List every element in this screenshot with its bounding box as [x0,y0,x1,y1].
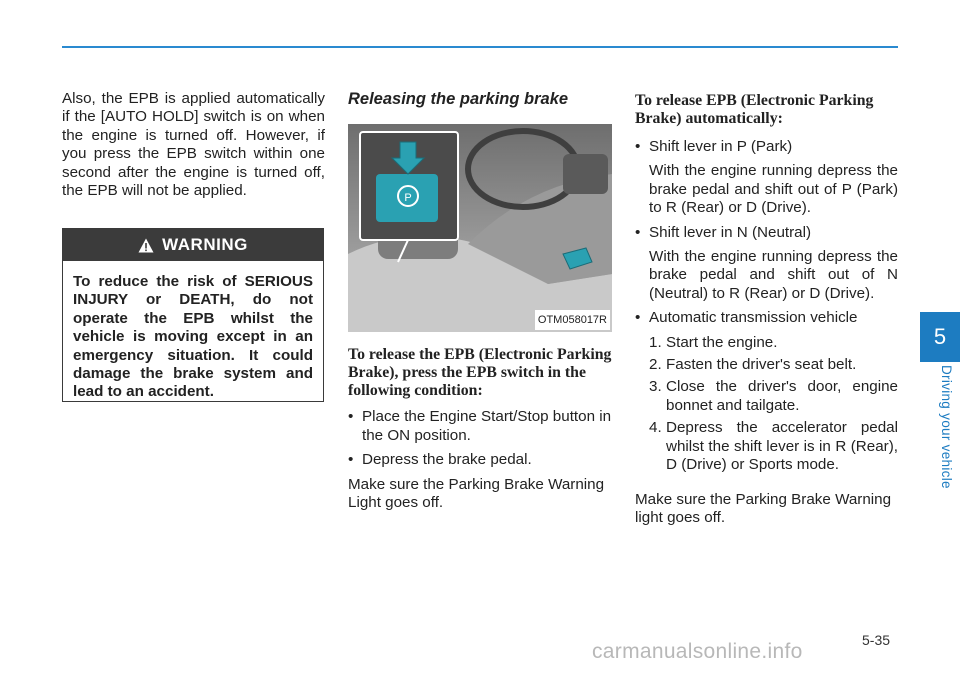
step-item [635,378,898,415]
step-item [635,356,898,374]
step-number: 4. [649,419,662,437]
step-number: 3. [649,378,662,396]
auto-release-heading: To release EPB (Electronic Parking Brake) automatically: [635,92,874,127]
warning-light-note: Make sure the Parking Brake Warning light goes off. [635,490,892,526]
list-item-detail: With the engine running depress the brake pedal and shift out of N (Neutral) to R (Rear) or D (Drive). [649,248,898,302]
warning-header [63,229,323,261]
step-item [635,419,898,474]
auto-hold-paragraph: Also, the EPB is applied automatically if the [AUTO HOLD] switch is on when the engine is turned off. However, if you press the EPB switch within one second after the engine is turned off, the EPB will not be applied. [62,90,325,200]
list-item: • Shift lever in N (Neutral) [635,224,898,242]
chapter-title-vertical [940,365,954,505]
column-middle [348,90,612,512]
step-text: Close the driver's door, engine bonnet and tailgate. [666,378,898,414]
list-item: • Place the Engine Start/Stop button in the ON position. [348,408,612,445]
step-text: Fasten the driver's seat belt. [666,356,857,374]
chapter-tab [920,312,960,362]
step-number: 2. [649,356,662,374]
warning-text: To reduce the risk of SERIOUS INJURY or DEATH, do not operate the EPB whilst the vehicle is moving except in an emergency situation. It could damage the brake system and lead to an accident. [73,273,313,401]
chapter-title: Driving your vehicle [939,365,954,489]
column-right [635,90,898,527]
image-caption: OTM058017R [535,310,610,330]
section-heading: Releasing the parking brake [348,90,569,108]
page-number: 5-35 [862,632,891,648]
warning-box [62,228,324,402]
step-item [635,334,898,352]
watermark: carmanualsonline.info [592,640,803,663]
warning-light-note: Make sure the Parking Brake Warning Light goes off. [348,475,605,512]
svg-text:P: P [404,192,412,205]
warning-triangle-icon [138,238,154,253]
step-number: 1. [649,333,662,351]
column-left [62,90,325,200]
list-item: • Automatic transmission vehicle [635,309,898,327]
list-item: • Shift lever in P (Park) [635,138,898,156]
car-interior-illustration [348,124,612,332]
list-item-detail: With the engine running depress the brake pedal and shift out of P (Park) to R (Rear) or D (Drive). [649,162,898,217]
list-item: • Depress the brake pedal. [348,451,612,469]
epb-switch-photo [348,124,612,332]
step-text: Start the engine. [666,333,778,351]
chapter-number: 5 [933,324,947,349]
step-text: Depress the accelerator pedal whilst the shift lever is in R (Rear), D (Drive) or Sports mode. [666,419,898,474]
warning-title: WARNING [162,235,248,254]
release-condition-heading: To release the EPB (Electronic Parking Brake), press the EPB switch in the following condition: [348,346,612,400]
header-rule [62,46,898,48]
